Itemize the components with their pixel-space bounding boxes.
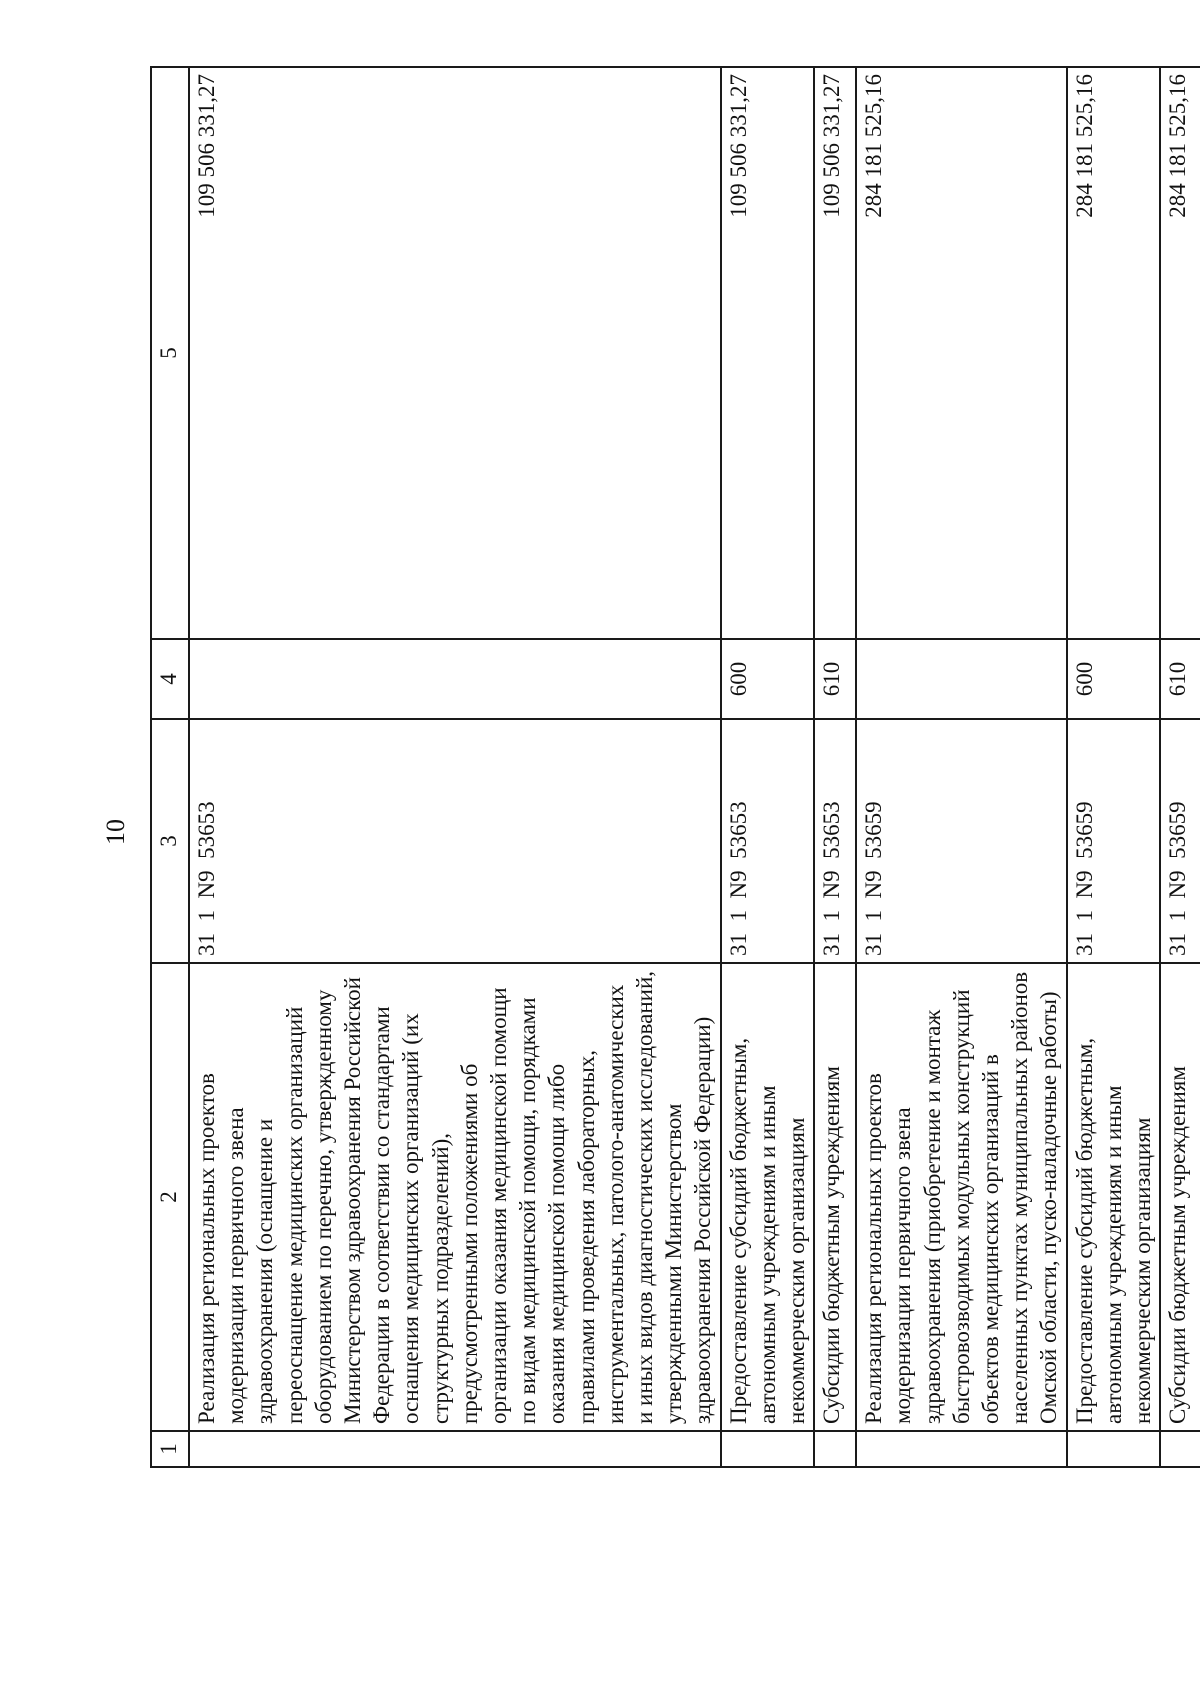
row-name-cell: Субсидии бюджетным учреждениям xyxy=(814,963,856,1431)
row-name-cell: Предоставление субсидий бюджетным, автономным учреждениям и иным некоммерческим организациям xyxy=(1067,963,1161,1431)
row-sum-cell: 284 181 525,16 xyxy=(1067,67,1161,639)
header-col-1: 1 xyxy=(151,1431,189,1467)
row-code-cell: 31 1 N9 53653 xyxy=(189,719,721,963)
table-row xyxy=(1160,67,1200,1467)
row-name-cell: Предоставление субсидий бюджетным, автономным учреждениям и иным некоммерческим организациям xyxy=(721,963,815,1431)
row-code-cell: 31 1 N9 53653 xyxy=(814,719,856,963)
header-col-3: 3 xyxy=(151,719,189,963)
row-code-cell: 31 1 N9 53653 xyxy=(721,719,815,963)
table-row xyxy=(814,67,856,1467)
table-row xyxy=(856,67,1066,1467)
row-type-cell xyxy=(189,639,721,719)
row-code-cell: 31 1 N9 53659 xyxy=(1160,719,1200,963)
row-type-cell: 600 xyxy=(721,639,815,719)
rotated-table-wrapper xyxy=(150,68,1191,1468)
row-sum-cell: 109 506 331,27 xyxy=(814,67,856,639)
row-index-cell xyxy=(814,1431,856,1467)
row-type-cell xyxy=(856,639,1066,719)
table-header-row xyxy=(151,67,189,1467)
page-number: 10 xyxy=(101,819,130,845)
row-code-cell: 31 1 N9 53659 xyxy=(1067,719,1161,963)
row-code-cell: 31 1 N9 53659 xyxy=(856,719,1066,963)
row-index-cell xyxy=(856,1431,1066,1467)
header-col-4: 4 xyxy=(151,639,189,719)
table-row xyxy=(189,67,721,1467)
row-name-cell: Реализация региональных проектов модернизации первичного звена здравоохранения (оснащение и переоснащение медицинских организаций оборудованием по перечню, утвержденному Министерством здравоохранения Российской Федерации в соответствии со стандартами оснащения медицинских организаций (их структурных подразделений), предусмотренными положениями об организации оказания медицинской помощи по видам медицинской помощи, порядками оказания медицинской помощи либо правилами проведения лабораторных, инструментальных, патолого-анатомических и иных видов диагностических исследований, утвержденными Министерством здравоохранения Российской Федерации) xyxy=(189,963,721,1431)
row-name-cell: Реализация региональных проектов модернизации первичного звена здравоохранения (приобретение и монтаж быстровозводимых модульных конструкций объектов медицинских организаций в населенных пунктах муниципальных районов Омской области, пуско-наладочные работы) xyxy=(856,963,1066,1431)
table-row xyxy=(1067,67,1161,1467)
row-index-cell xyxy=(189,1431,721,1467)
row-sum-cell: 109 506 331,27 xyxy=(721,67,815,639)
row-type-cell: 600 xyxy=(1067,639,1161,719)
row-name-cell: Субсидии бюджетным учреждениям xyxy=(1160,963,1200,1431)
row-sum-cell: 284 181 525,16 xyxy=(1160,67,1200,639)
row-sum-cell: 284 181 525,16 xyxy=(856,67,1066,639)
budget-table xyxy=(150,66,1200,1468)
row-type-cell: 610 xyxy=(1160,639,1200,719)
row-index-cell xyxy=(721,1431,815,1467)
row-index-cell xyxy=(1160,1431,1200,1467)
header-col-2: 2 xyxy=(151,963,189,1431)
row-sum-cell: 109 506 331,27 xyxy=(189,67,721,639)
row-type-cell: 610 xyxy=(814,639,856,719)
table-row xyxy=(721,67,815,1467)
header-col-5: 5 xyxy=(151,67,189,639)
row-index-cell xyxy=(1067,1431,1161,1467)
